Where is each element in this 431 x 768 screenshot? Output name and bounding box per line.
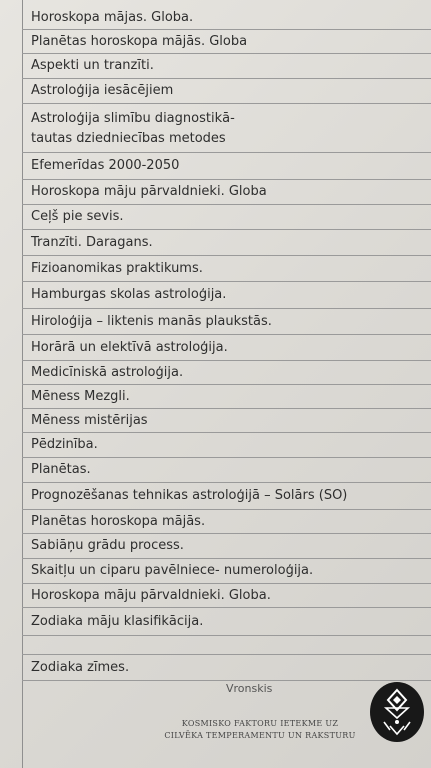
book-list-item: Prognozēšanas tehnikas astroloģijā – Solārs (SO)	[22, 483, 431, 510]
book-list-item	[22, 104, 431, 153]
astrology-logo-icon	[370, 682, 424, 742]
book-list-item: Mēness mistērijas	[22, 409, 431, 433]
book-list-item: Ceļš pie sevis.	[22, 205, 431, 230]
book-list-item: Zodiaka māju klasifikācija.	[22, 608, 431, 636]
book-list-item: Aspekti un tranzīti.	[22, 54, 431, 79]
book-title-line2: CILVĒKA TEMPERAMENTU UN RAKSTURU	[164, 731, 356, 740]
book-list-item: Pēdzinība.	[22, 433, 431, 458]
book-list-item: Zodiaka zīmes.	[22, 655, 431, 681]
book-list-item: Fizioanomikas praktikums.	[22, 256, 431, 282]
book-list-item: Planētas horoskopa mājās. Globa	[22, 30, 431, 54]
book-list-item: Skaitļu un ciparu pavēlniece- numeroloģija.	[22, 559, 431, 584]
book-list-item: Horoskopa māju pārvaldnieki. Globa.	[22, 584, 431, 608]
book-list-item: Hiroloģija – liktenis manās plaukstās.	[22, 309, 431, 335]
book-list-item: Horoskopa māju pārvaldnieki. Globa	[22, 180, 431, 205]
book-list-item: Sabiāņu grādu process.	[22, 534, 431, 559]
book-list-item	[22, 636, 431, 655]
book-list-item: Planētas.	[22, 458, 431, 483]
book-list-item: Efemerīdas 2000-2050	[22, 153, 431, 180]
book-list-item: Horārā un elektīvā astroloģija.	[22, 335, 431, 361]
book-title	[150, 718, 370, 742]
book-list-item: Hamburgas skolas astroloģija.	[22, 282, 431, 309]
author-name: Vronskis	[226, 682, 273, 695]
book-list-item: Medicīniskā astroloģija.	[22, 361, 431, 385]
book-list-item: Astroloģija iesācējiem	[22, 79, 431, 104]
book-list-item: Mēness Mezgli.	[22, 385, 431, 409]
book-list-item-line: tautas dziedniecības metodes	[31, 131, 226, 146]
book-list-item: Horoskopa mājas. Globa.	[22, 6, 431, 30]
book-title-line1: KOSMISKO FAKTORU IETEKME UZ	[181, 719, 339, 728]
book-list-item: Planētas horoskopa mājās.	[22, 510, 431, 534]
book-list-item-line: Astroloģija slimību diagnostikā-	[31, 111, 235, 126]
book-list-item: Tranzīti. Daragans.	[22, 230, 431, 256]
